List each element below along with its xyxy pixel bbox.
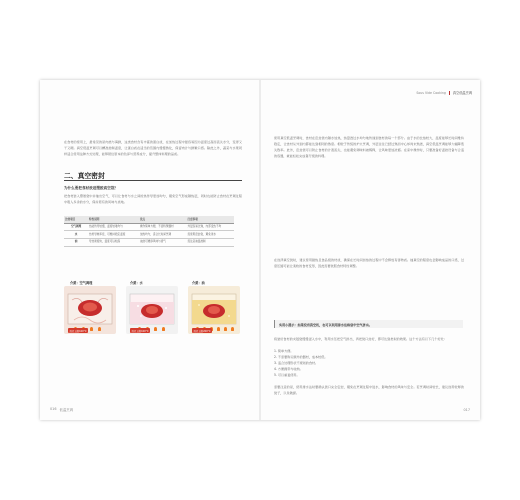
table-cell: 需使用密封袋，避免进水	[186, 231, 234, 239]
flame-icon	[162, 327, 165, 331]
table-cell: 热传导效率佳，可维持稳定温度	[88, 231, 139, 239]
list-item: 3. 适合处理形状不规则的食材。	[274, 361, 319, 366]
header-series: Sous Vide Cooking	[416, 90, 446, 95]
flame-icon	[98, 327, 101, 331]
right-page	[260, 80, 480, 420]
table-cell: 热能传导较慢，温度较难均匀	[88, 223, 139, 231]
temperature-label: 温度上限100°C	[69, 329, 87, 333]
medium-diagrams	[64, 280, 242, 340]
intro-paragraph: 在食材的使用上，最常见的是肉类与海鲜，这类食材含有丰富的蛋白质，在加热过程中最容易因为温度过高而流失水分，变得又干又硬。真空低温烹调可以精准控制温度，让蛋白质在适当的范围内慢慢熟化，保留肉汁与鲜嫩口感。除此之外，蔬菜与水果同样适合使用这种方式处理，能够锁住原本的色泽与营养成分，提升整体料理的品质。	[64, 140, 242, 157]
table-header-row	[64, 216, 234, 223]
left-footer	[50, 407, 73, 412]
table-header-cell: 比较项目	[64, 216, 88, 223]
right-paragraph-2: 在选择真空袋时，建议使用耐热且食品级的材质，确保在长时间加热的过程中不会释放有害物质。抽真空的程度也会影响成品的口感，过度压缩可能让柔软的食材变形，因此需要依照食材特性调整。	[274, 258, 464, 269]
diagram-caption: 介质：水	[130, 281, 143, 285]
water-pot-icon	[126, 286, 178, 334]
temperature-label: 温度上限100°C	[131, 329, 149, 333]
flame-icon	[217, 327, 220, 331]
footer-title: 低温烹调	[59, 408, 74, 412]
subheading: 为什么要把食材放进塑胶真空袋？	[64, 186, 118, 190]
table-cell: 导热速度快，温度可以较高	[88, 238, 139, 246]
section-title: 二、真空密封	[64, 172, 105, 180]
tip-callout	[274, 320, 463, 328]
right-paragraph-3: 将装好食材的夹链袋慢慢浸入水中，利用水压把空气排出，再把袋口封好，即可达到类似的效果。这个方法有以下几个好处：	[274, 337, 447, 341]
list-item: 5. 可以重复使用。	[274, 373, 300, 378]
diagram-caption: 介质：空气调理	[70, 281, 93, 285]
flame-icon	[224, 327, 227, 331]
table-row	[64, 238, 234, 246]
tip-text: 实用小提示：如果没有真空机，也可以利用排水法将袋中空气挤出。	[279, 322, 372, 327]
page-number: 016	[50, 407, 57, 411]
list-item: 1. 简单方便。	[274, 349, 294, 353]
air-medium-illustration	[64, 286, 116, 334]
book-spread	[40, 80, 480, 420]
right-paragraph-4: 需要注意的是，使用排水法时要确认袋口完全密封，避免在烹调过程中进水，影响食材的风味与安全。若烹调时间较长，建议选用较厚的袋子，以免破损。	[274, 385, 464, 396]
right-footer	[464, 408, 470, 412]
table-cell: 油	[64, 238, 88, 246]
table-header-cell: 优点	[139, 216, 187, 223]
header-divider	[449, 91, 450, 95]
table-row	[64, 231, 234, 239]
page-number: 017	[463, 408, 470, 412]
table-cell: 需注意油温控制	[186, 238, 234, 246]
left-page	[40, 80, 260, 420]
table-header-cell: 注意事项	[186, 216, 234, 223]
table-row	[64, 223, 234, 231]
flame-icon	[231, 327, 234, 331]
list-item: 2. 不需要购买额外的器材，成本较低。	[274, 355, 328, 360]
table-header-cell: 特性说明	[88, 216, 139, 223]
benefit-list	[274, 348, 464, 378]
header-chapter: 真空低温烹调	[452, 91, 472, 95]
oil-medium-illustration	[188, 286, 240, 334]
table-cell: 水	[64, 231, 88, 239]
table-cell: 外层容易过熟，内部受热不均	[186, 223, 234, 231]
table-cell: 操作简单方便，不需特殊器材	[139, 223, 187, 231]
flame-icon	[154, 327, 157, 331]
water-medium-illustration	[126, 286, 178, 334]
table-cell: 油封可增添风味与香气	[139, 238, 187, 246]
running-header	[416, 90, 472, 95]
flame-icon	[90, 327, 93, 331]
section-divider	[64, 180, 242, 181]
table-cell: 空气调理	[64, 223, 88, 231]
list-item: 4. 方便携带与收纳。	[274, 367, 303, 372]
comparison-table	[64, 216, 234, 247]
temperature-label: 温度上限200°C	[193, 329, 211, 333]
paragraph-2: 把食材装入塑胶袋中并抽出空气，可以让食材与水之间的热传导更加均匀，避免空气形成隔热层，同时也能防止食材在烹调过程中吸入多余的水分，保持原有的风味与质地。	[64, 194, 242, 205]
right-paragraph-1: 使用真空低温烹调时，食材在密封袋内隔水加热，热量透过水均匀地传递到食材的每一个部分。由于水的比热较大，温度能够长时间维持稳定，让食材从外到内都能达到相同的熟度。相较于传统的炉火烹调，外层往往已经过熟而中心却尚未熟透，真空低温烹调能够大幅降低失败率。此外，密封袋可以防止食材的汁液流失，也能避免调味料被稀释，让风味更加浓郁。在家中操作时，只要准备好温控设备与合适的容器，就能轻松完成餐厅级的料理。	[274, 136, 464, 159]
table-cell: 加热均匀，适合长时间烹调	[139, 231, 187, 239]
diagram-caption: 介质：油	[192, 281, 205, 285]
